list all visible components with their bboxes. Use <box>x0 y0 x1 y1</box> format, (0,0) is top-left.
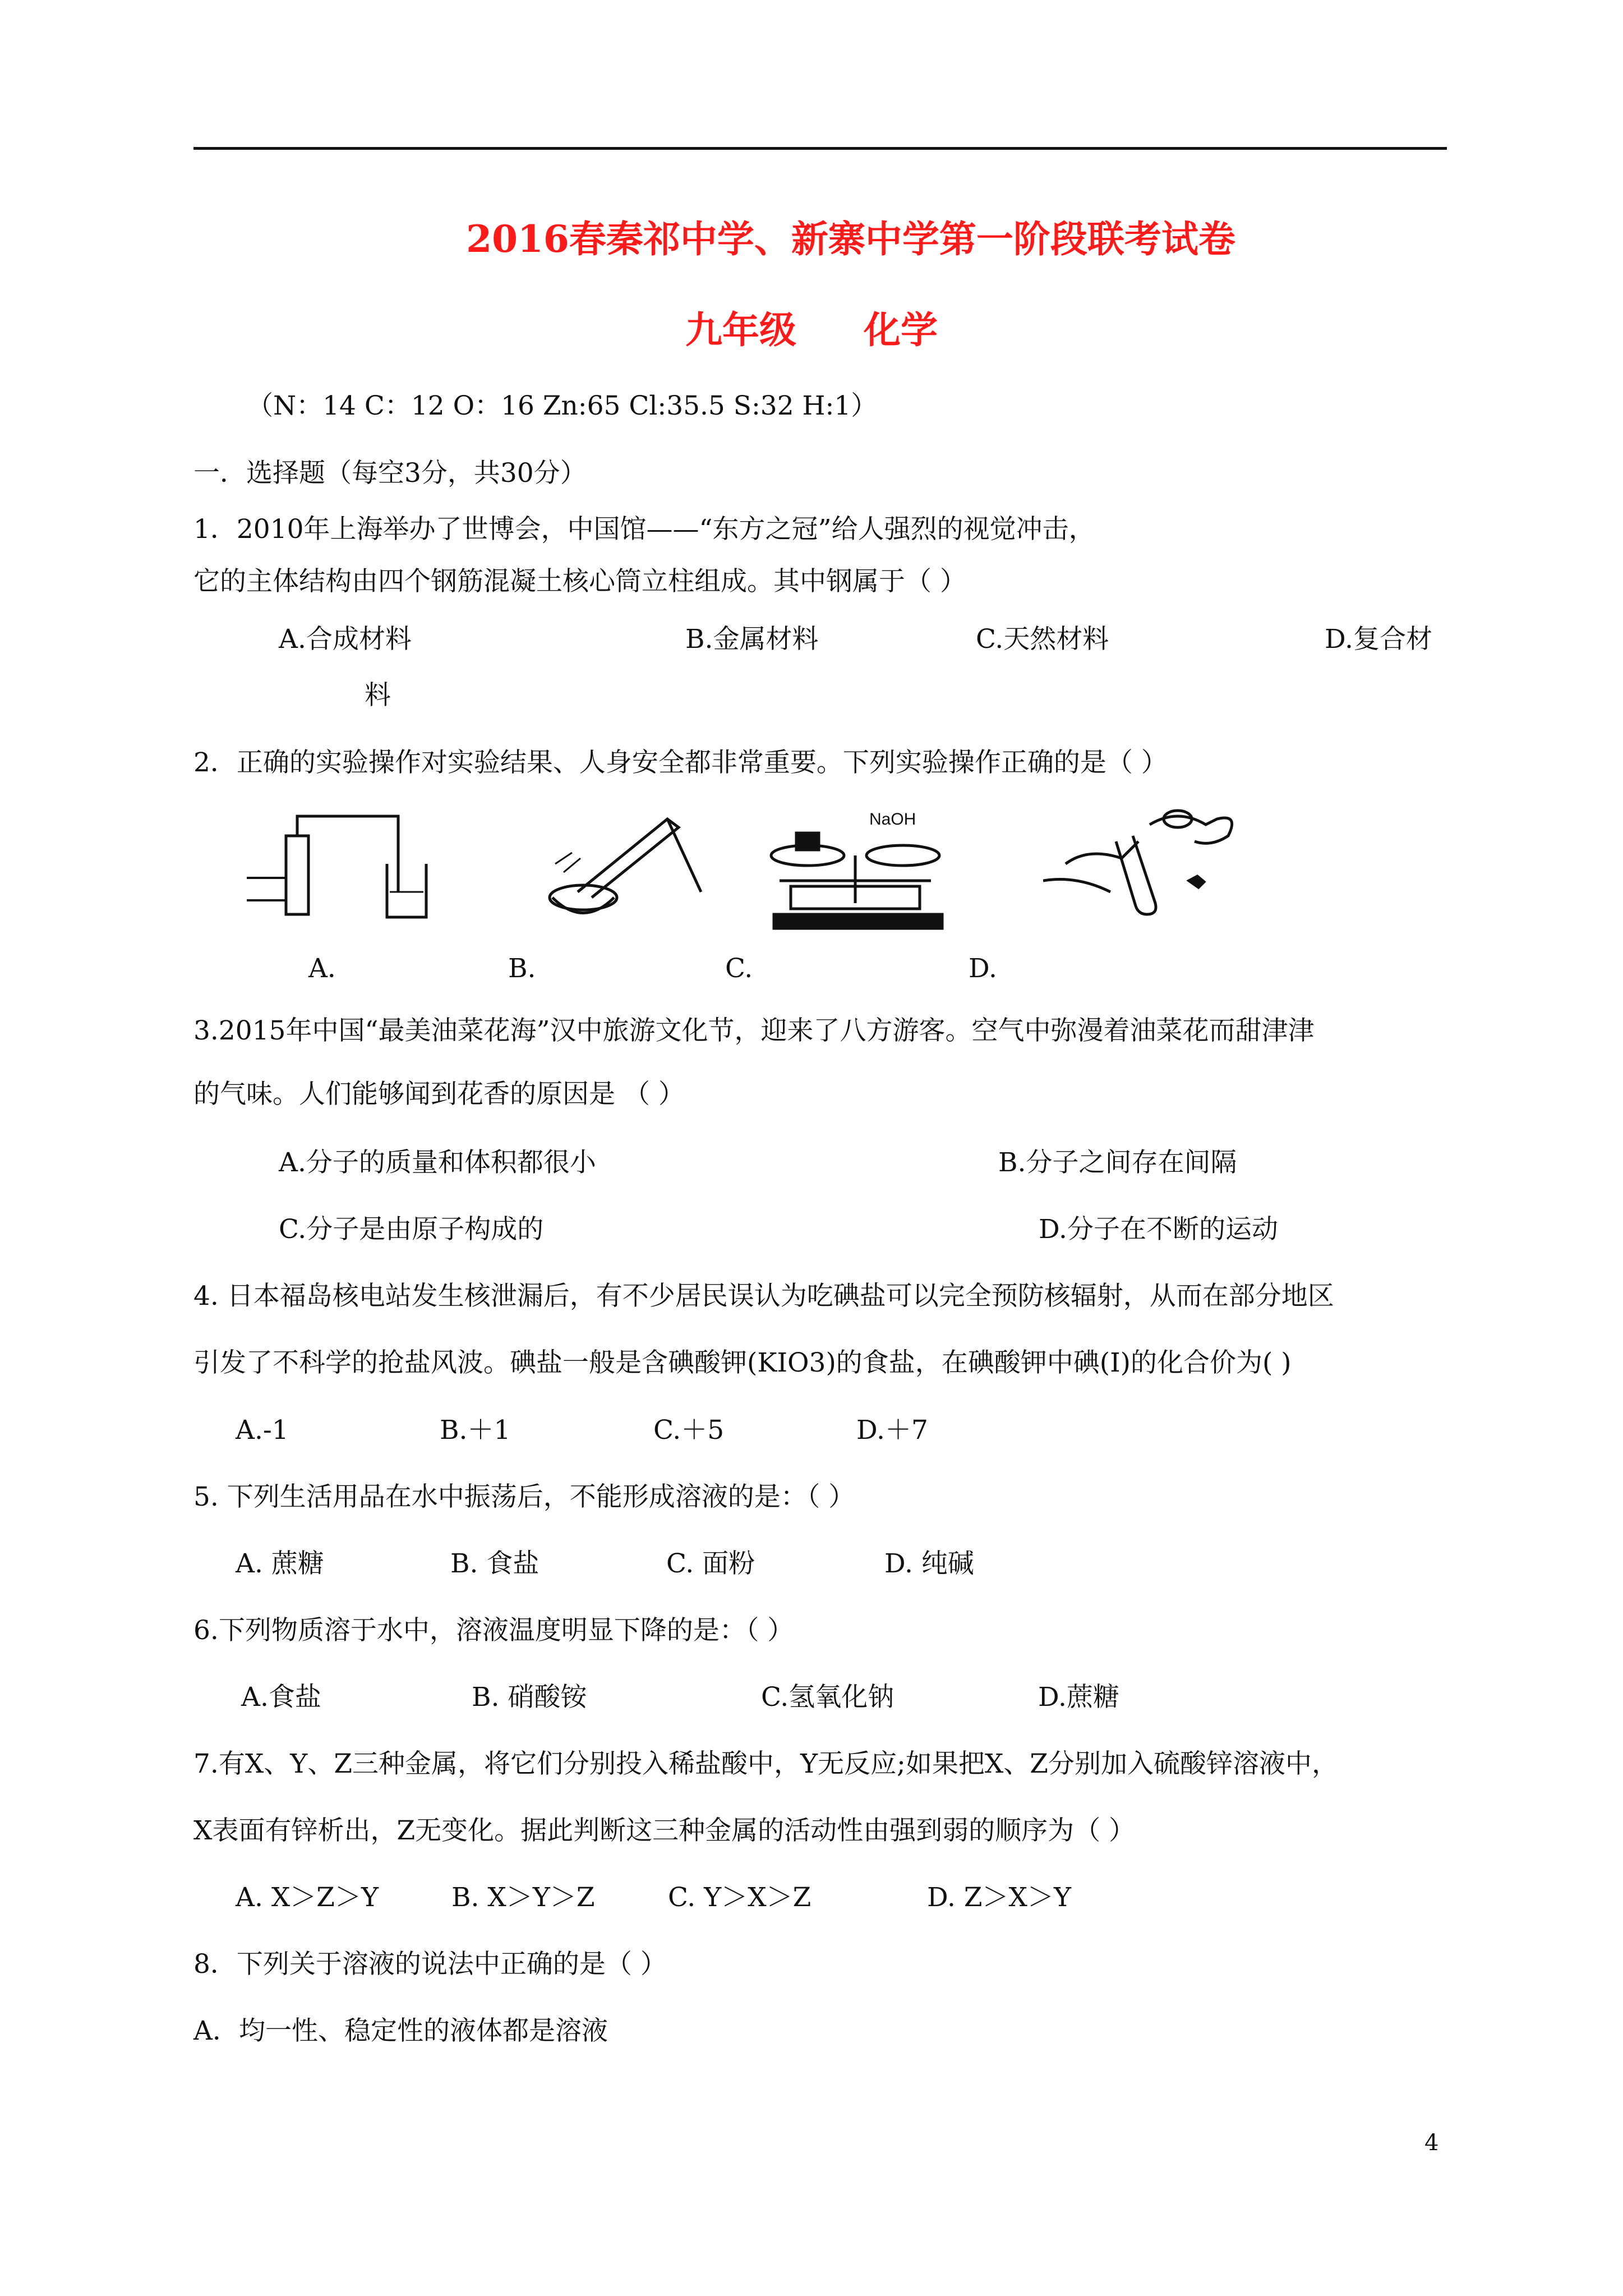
test-tube-solid-icon <box>1043 802 1245 926</box>
q7-option-d: D. Z＞X＞Y <box>927 1882 1072 1913</box>
q1-option-c: C.天然材料 <box>976 624 1109 655</box>
q6-option-a: A.食盐 <box>241 1682 321 1713</box>
q4-option-b: B.＋1 <box>440 1415 511 1446</box>
section-heading: 一．选择题（每空3分，共30分） <box>193 458 587 489</box>
q4-stem-line-2: 引发了不科学的抢盐风波。碘盐一般是含碘酸钾(KIO3)的食盐，在碘酸钾中碘(I)的化合价为( ) <box>193 1347 1292 1378</box>
q5-option-a: A. 蔗糖 <box>236 1548 324 1579</box>
q3-stem-line-2: 的气味。人们能够闻到花香的原因是 （ ） <box>193 1079 685 1110</box>
q1-stem-line-1: 1．2010年上海举办了世博会，中国馆——“东方之冠”给人强烈的视觉冲击， <box>193 514 1095 545</box>
q5-option-b: B. 食盐 <box>450 1548 540 1579</box>
q1-option-a: A.合成材料 <box>279 624 412 655</box>
balance-weighing-icon <box>757 802 959 931</box>
q3-option-c: C.分子是由原子构成的 <box>279 1214 544 1245</box>
q3-stem-line-1: 3.2015年中国“最美油菜花海”汉中旅游文化节，迎来了八方游客。空气中弥漫着油菜花而甜津津 <box>193 1015 1315 1046</box>
q1-option-b: B.金属材料 <box>685 624 819 655</box>
q4-option-d: D.＋7 <box>856 1415 928 1446</box>
q2-stem: 2．正确的实验操作对实验结果、人身安全都非常重要。下列实验操作正确的是（ ） <box>193 747 1168 778</box>
q4-option-c: C.＋5 <box>653 1415 725 1446</box>
q5-option-d: D. 纯碱 <box>884 1548 974 1579</box>
q2-option-a: A． <box>308 953 354 984</box>
atomic-masses: （N：14 C：12 O：16 Zn:65 Cl:35.5 S:32 H:1） <box>247 390 878 421</box>
q4-option-a: A.-1 <box>236 1415 289 1446</box>
grade-label: 九年级 <box>685 308 796 352</box>
q1-option-d: D.复合材 <box>1325 624 1432 655</box>
q3-option-a: A.分子的质量和体积都很小 <box>279 1147 596 1178</box>
q7-option-c: C. Y＞X＞Z <box>668 1882 811 1913</box>
q8-stem: 8．下列关于溶液的说法中正确的是（ ） <box>193 1949 667 1980</box>
q2-option-b: B. <box>508 953 536 984</box>
q3-option-b: B.分子之间存在间隔 <box>998 1147 1237 1178</box>
header-rule <box>193 147 1447 150</box>
q5-option-c: C. 面粉 <box>666 1548 755 1579</box>
page-number: 4 <box>1424 2130 1439 2156</box>
q2-option-d: D. <box>969 953 997 984</box>
q3-option-d: D.分子在不断的运动 <box>1039 1214 1278 1245</box>
q6-stem: 6.下列物质溶于水中，溶液温度明显下降的是：（ ） <box>193 1615 794 1646</box>
naoh-label: NaOH <box>869 810 916 829</box>
exam-subtitle <box>0 307 1623 352</box>
q4-stem-line-1: 4. 日本福岛核电站发生核泄漏后，有不少居民误认为吃碘盐可以完全预防核辐射，从而在部分地区 <box>193 1281 1334 1312</box>
q1-stem-line-2: 它的主体结构由四个钢筋混凝土核心筒立柱组成。其中钢属于（ ） <box>193 566 966 597</box>
q1-option-d-wrap: 料 <box>365 680 391 711</box>
q2-option-c: C. <box>725 953 753 984</box>
q6-option-d: D.蔗糖 <box>1038 1682 1119 1713</box>
q7-option-b: B. X＞Y＞Z <box>451 1882 595 1913</box>
evaporation-stirring-icon <box>538 802 707 926</box>
q7-stem-line-1: 7.有X、Y、Z三种金属，将它们分别投入稀盐酸中，Y无反应;如果把X、Z分别加入硫酸锌溶液中， <box>193 1749 1338 1779</box>
q6-option-b: B. 硝酸铵 <box>472 1682 587 1713</box>
q6-option-c: C.氢氧化钠 <box>761 1682 895 1713</box>
q7-stem-line-2: X表面有锌析出，Z无变化。据此判断这三种金属的活动性由强到弱的顺序为（ ） <box>193 1815 1136 1846</box>
exam-title: 2016春秦祁中学、新寨中学第一阶段联考试卷 <box>466 217 1235 261</box>
airtightness-check-icon <box>247 802 460 926</box>
q8-option-a: A．均一性、稳定性的液体都是溶液 <box>193 2016 608 2046</box>
q7-option-a: A. X＞Z＞Y <box>236 1882 379 1913</box>
q5-stem: 5. 下列生活用品在水中振荡后，不能形成溶液的是：（ ） <box>193 1481 855 1512</box>
subject-label: 化学 <box>864 308 938 352</box>
